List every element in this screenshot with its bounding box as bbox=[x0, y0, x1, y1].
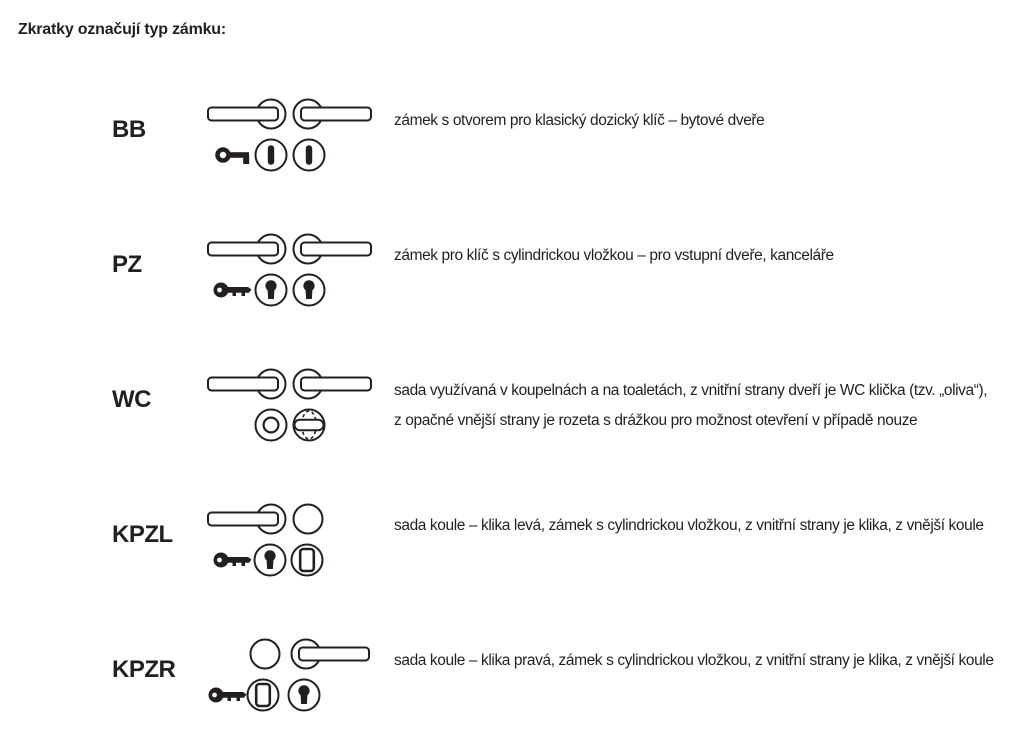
lock-code-label: KPZL bbox=[112, 521, 173, 548]
lever-handle-left-icon bbox=[208, 100, 286, 129]
lever-handle-right-icon bbox=[294, 235, 372, 264]
lever-handle-right-icon bbox=[294, 370, 372, 399]
wc-thumbturn-rosette-icon bbox=[294, 410, 325, 441]
description-line: zámek pro klíč s cylindrickou vložkou – pro vstupní dveře, kanceláře bbox=[394, 247, 834, 264]
cylinder-key-icon bbox=[209, 688, 247, 703]
lock-hardware-diagram bbox=[205, 634, 380, 718]
lever-handle-left-icon bbox=[208, 370, 286, 399]
knob-icon bbox=[251, 640, 280, 669]
description-line: sada koule – klika pravá, zámek s cylindrickou vložkou, z vnitřní strany je klika, z vnější koule bbox=[394, 652, 994, 669]
lever-handle-right-icon bbox=[294, 100, 372, 129]
bb-keyhole-rosette-icon bbox=[256, 140, 287, 171]
lock-description bbox=[394, 241, 834, 271]
blind-rosette-icon bbox=[248, 680, 279, 711]
cylinder-key-icon bbox=[214, 553, 252, 568]
pz-keyhole-rosette-icon bbox=[289, 680, 320, 711]
grooved-rosette-icon bbox=[256, 410, 287, 441]
lock-code-label: KPZR bbox=[112, 656, 176, 683]
description-line: zámek s otvorem pro klasický dozický klíč – bytové dveře bbox=[394, 112, 765, 129]
cylinder-key-icon bbox=[214, 283, 252, 298]
bb-keyhole-rosette-icon bbox=[294, 140, 325, 171]
lock-description bbox=[394, 106, 764, 136]
lock-code-label: WC bbox=[112, 386, 151, 413]
bit-key-icon bbox=[218, 150, 250, 165]
description-line: z opačné vnější strany je rozeta s drážkou pro možnost otevření v případě nouze bbox=[394, 412, 918, 429]
lock-description bbox=[394, 376, 987, 436]
description-line: sada koule – klika levá, zámek s cylindrickou vložkou, z vnitřní strany je klika, z vnější koule bbox=[394, 517, 984, 534]
pz-keyhole-rosette-icon bbox=[256, 275, 287, 306]
lock-hardware-diagram bbox=[205, 364, 380, 448]
lever-handle-right-icon bbox=[292, 640, 370, 669]
pz-keyhole-rosette-icon bbox=[255, 545, 286, 576]
lock-code-label: BB bbox=[112, 116, 146, 143]
lever-handle-left-icon bbox=[208, 235, 286, 264]
pz-keyhole-rosette-icon bbox=[294, 275, 325, 306]
lock-code-label: PZ bbox=[112, 251, 142, 278]
lock-description bbox=[394, 511, 984, 541]
lock-hardware-diagram bbox=[205, 229, 380, 313]
lock-description bbox=[394, 646, 994, 676]
page-title: Zkratky označují typ zámku: bbox=[18, 21, 226, 38]
blind-rosette-icon bbox=[292, 545, 323, 576]
lock-hardware-diagram bbox=[205, 94, 380, 178]
knob-icon bbox=[294, 505, 323, 534]
description-line: sada využívaná v koupelnách a na toaletách, z vnitřní strany dveří je WC klička (tzv. „oliva“), bbox=[394, 382, 988, 399]
lock-hardware-diagram bbox=[205, 499, 380, 583]
lever-handle-left-icon bbox=[208, 505, 286, 534]
